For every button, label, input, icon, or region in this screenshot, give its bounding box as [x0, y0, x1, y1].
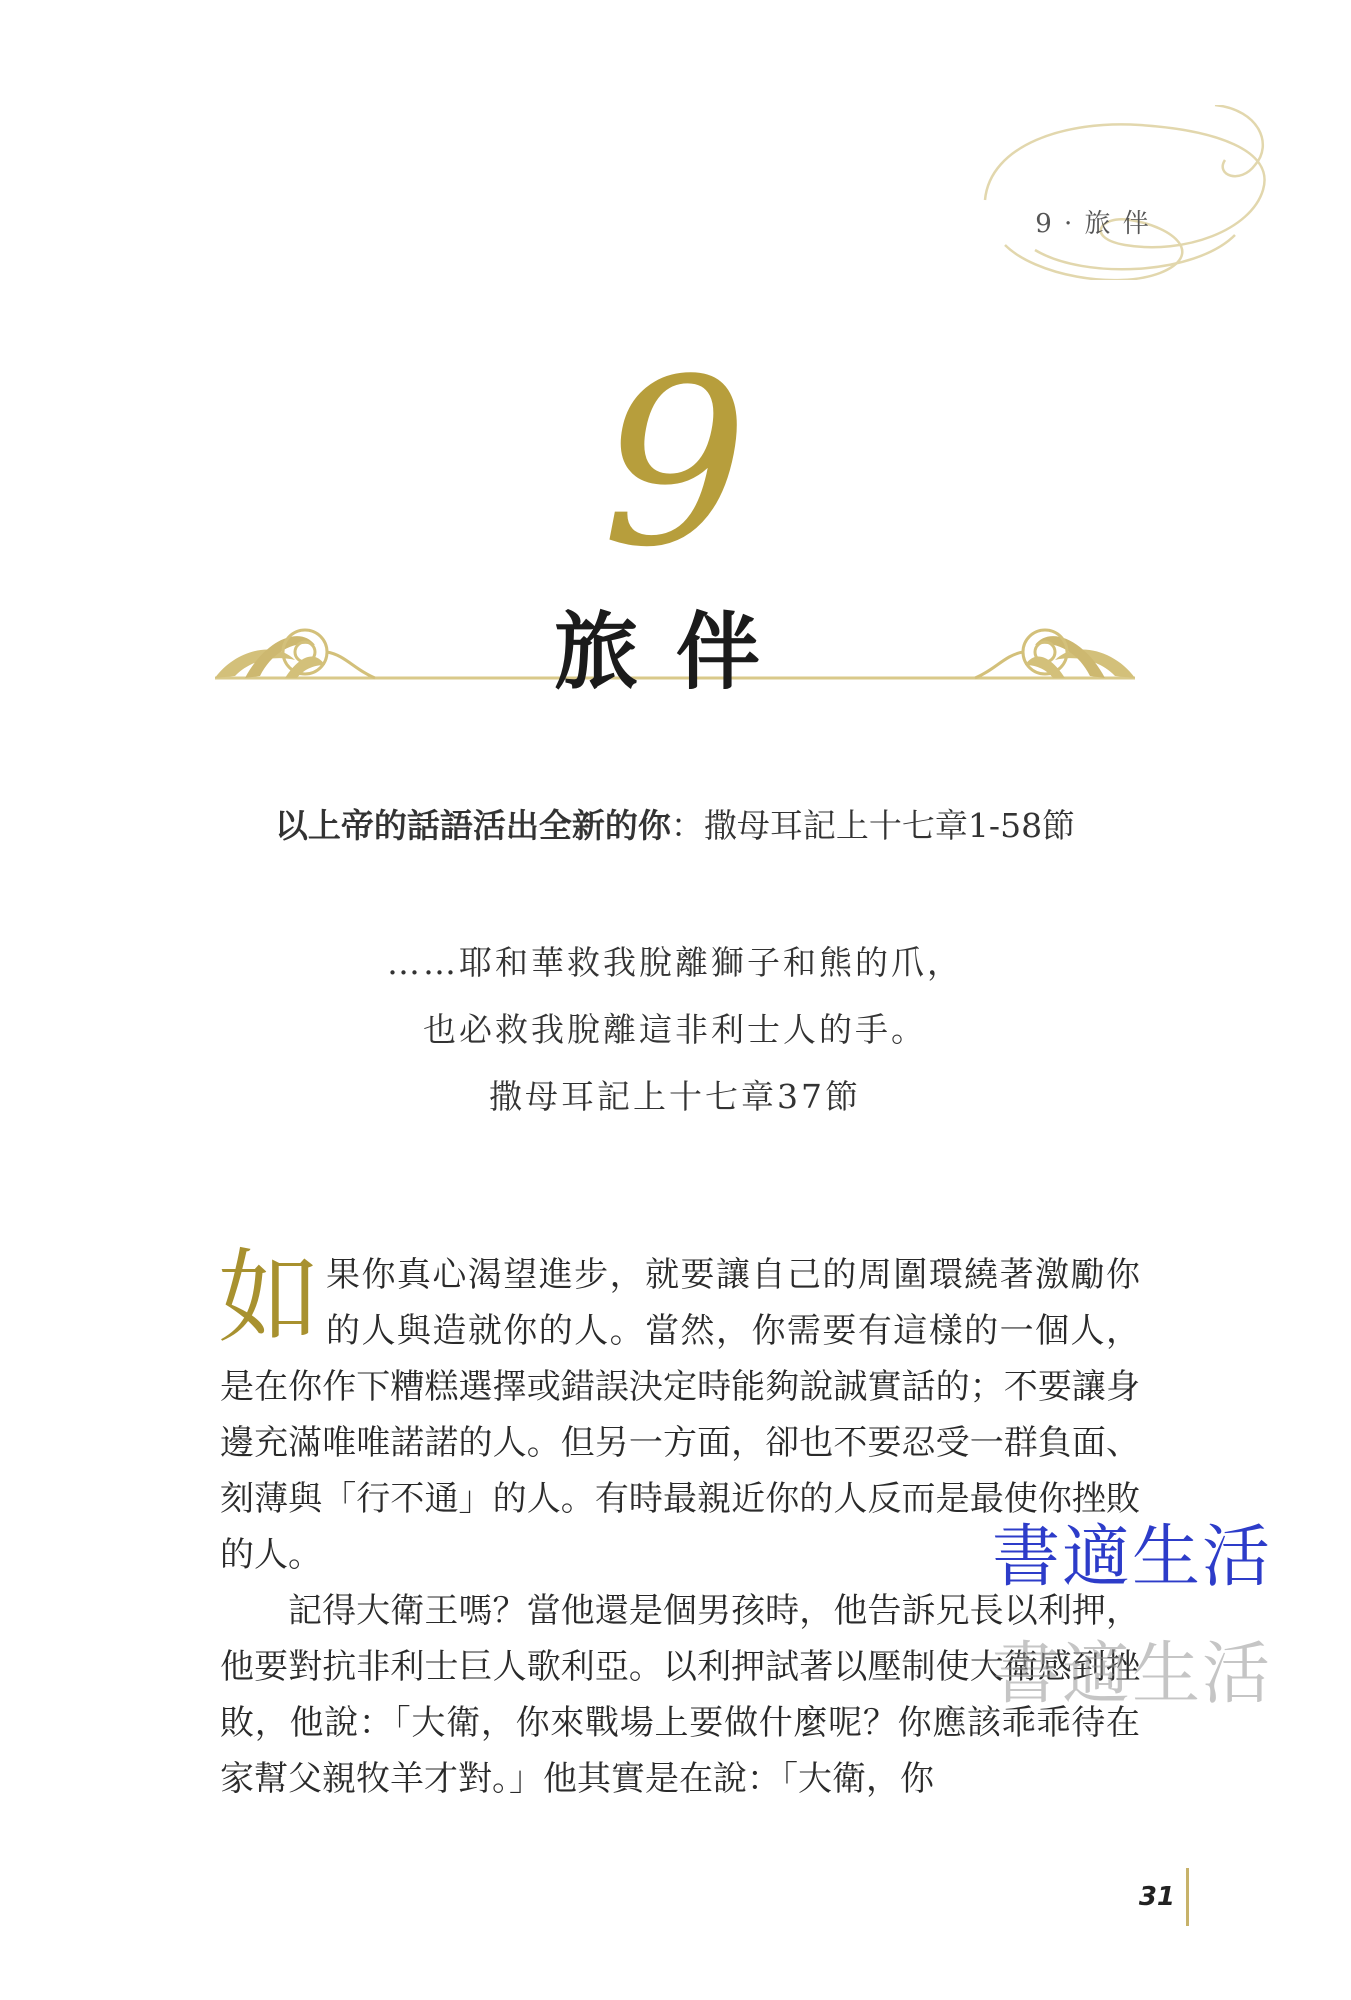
subtitle-lead: 以上帝的話語活出全新的你	[274, 806, 671, 845]
header-flourish-ornament	[975, 105, 1275, 280]
paragraph-1-text: 果你真心渴望進步，就要讓自己的周圍環繞著激勵你的人與造就你的人。當然，你需要有這樣的一個人，是在你作下糟糕選擇或錯誤決定時能夠說誠實話的；不要讓身邊充滿唯唯諾諾的人。但另一方面，卻也不要忍受一群負面、刻薄與「行不通」的人。有時最親近你的人反而是最使你挫敗的人。	[220, 1255, 1140, 1575]
watermark-secondary: 書適生活	[992, 1635, 1273, 1714]
chapter-subtitle	[160, 800, 1190, 847]
running-header: 9 · 旅 伴	[1035, 209, 1151, 239]
chapter-number: 9	[601, 331, 749, 598]
chapter-title: 旅伴	[553, 602, 798, 701]
epigraph-reference: 撒母耳記上十七章37節	[489, 1077, 861, 1116]
subtitle-reference: 撒母耳記上十七章1-58節	[703, 806, 1076, 845]
epigraph-line-2: 也必救我脫離這非利士人的手。	[423, 1010, 927, 1049]
subtitle-separator: ：	[670, 806, 704, 845]
paragraph-2: 記得大衛王嗎？當他還是個男孩時，他告訴兄長以利押，他要對抗非利士巨人歌利亞。以利押試著以壓制使大衛感到挫敗，他說：「大衛，你來戰場上要做什麼呢？你應該乖乖待在家幫父親牧羊才對。」他其實是在說：「大衛，你	[220, 1591, 1140, 1799]
epigraph-line-1: ……耶和華救我脫離獅子和熊的爪，	[387, 943, 963, 982]
page-number: 31	[1138, 1882, 1175, 1912]
watermark-primary: 書適生活	[992, 1518, 1273, 1597]
drop-cap: 如	[218, 1239, 320, 1358]
page-number-rule	[1186, 1868, 1189, 1926]
right-flourish-icon	[975, 630, 1135, 678]
